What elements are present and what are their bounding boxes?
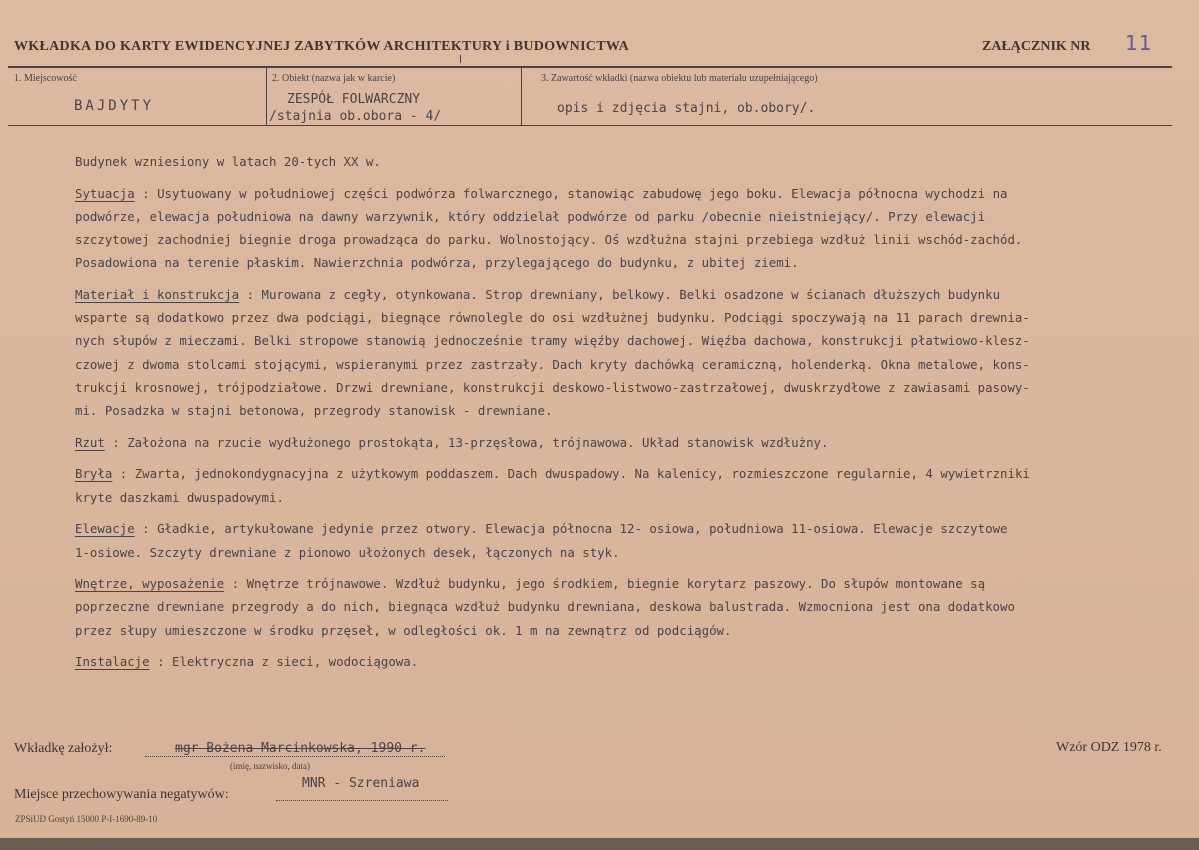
form-model-label: Wzór ODZ 1978 r. xyxy=(1056,740,1162,755)
annex-label: ZAŁĄCZNIK NR xyxy=(982,39,1091,54)
section-text: : Gładkie, artykułowane jedynie przez otwory. Elewacja północna 12- osiowa, południowa 11-osiowa. Elewacje szczytowe 1-osiowe. Szczyty drewniane z pionowo ułożonych desek, łączonych na styk. xyxy=(75,521,1008,560)
fields-rule xyxy=(8,125,1172,126)
scan-bottom-edge xyxy=(0,838,1199,850)
storage-value: MNR - Szreniawa xyxy=(302,776,420,791)
section-text: : Wnętrze trójnawowe. Wzdłuż budynku, jego środkiem, biegnie korytarz paszowy. Do słupów montowane są poprzeczne drewniane przegrody a do nich, biegnąca wzdłuż budynku drewniana, deskowa balustrada. Wzmocniona jest ona dodatkowo przez słupy umieszczone w środku przęseł, w odległości ok. 1 m na zewnątrz od podciągów. xyxy=(75,576,1015,638)
section-situation xyxy=(75,182,1175,275)
founder-label: Wkładkę założył: xyxy=(14,741,113,756)
founder-hint: (imię, nazwisko, data) xyxy=(230,761,310,771)
field-divider-1 xyxy=(266,68,267,125)
section-interior xyxy=(75,572,1175,642)
contents-label: 3. Zawartość wkładki (nazwa obiektu lub materiału uzupełniającego) xyxy=(541,73,818,84)
storage-label: Miejsce przechowywania negatywów: xyxy=(14,787,229,802)
section-heading: Materiał i konstrukcja xyxy=(75,287,240,303)
section-material xyxy=(75,283,1175,422)
object-label: 2. Obiekt (nazwa jak w karcie) xyxy=(272,73,396,84)
printer-note: ZPSiUD Gostyń 15000 P-I-1690-89-10 xyxy=(15,814,158,824)
section-elevations xyxy=(75,517,1175,563)
section-heading: Sytuacja xyxy=(75,185,135,201)
section-text: : Założona na rzucie wydłużonego prostokąta, 13-przęsłowa, trójnawowa. Układ stanowisk wzdłużny. xyxy=(104,434,829,450)
founder-value: mgr Bożena Marcinkowska, 1990 r. xyxy=(175,741,426,756)
object-value-line-2: /stajnia ob.obora - 4/ xyxy=(269,109,442,124)
annex-number: 11 xyxy=(1125,31,1153,55)
object-value xyxy=(269,91,442,125)
section-text: : Elektryczna z sieci, wodociągowa. xyxy=(149,654,419,670)
field-divider-2 xyxy=(521,68,522,125)
section-plan xyxy=(75,431,1175,454)
section-heading: Instalacje xyxy=(75,654,150,670)
header-rule xyxy=(8,66,1172,68)
section-heading: Elewacje xyxy=(75,521,135,537)
section-text: : Usytuowany w południowej części podwórza folwarcznego, stanowiąc zabudowę jego boku. Elewacja północna wychodzi na podwórze, elewacja południowa na dawny warzywnik, który oddzielał podwórze od parku /obecnie nieistniejący/. Przy elewacji szczytowej zachodniej biegnie droga prowadząca do parku. Wolnostojący. Oś wzdłużna stajni przebiega wzdłuż linii wschód-zachód. Posadowiona na terenie płaskim. Nawierzchnia podwórza, przylegającego do budynku, z ubitej ziemi. xyxy=(75,185,1023,271)
section-heading: Rzut xyxy=(75,434,105,450)
card-title: WKŁADKA DO KARTY EWIDENCYJNEJ ZABYTKÓW ARCHITEKTURY i BUDOWNICTWA xyxy=(14,39,630,54)
section-heading: Bryła xyxy=(75,466,113,482)
object-value-line-1: ZESPÓŁ FOLWARCZNY xyxy=(287,92,421,107)
locality-value: BAJDYTY xyxy=(74,98,155,114)
header-tick-mark xyxy=(460,55,461,63)
section-text: : Zwarta, jednokondygnacyjna z użytkowym poddaszem. Dach dwuspadowy. Na kalenicy, rozmieszczone regularnie, 4 wywietrzniki kryte daszkami dwuspadowymi. xyxy=(75,466,1030,505)
storage-dotline xyxy=(276,800,448,801)
locality-label: 1. Miejscowość xyxy=(14,73,77,84)
section-massing xyxy=(75,462,1175,508)
description-body xyxy=(75,150,1175,682)
contents-value: opis i zdjęcia stajni, ob.obory/. xyxy=(557,101,816,116)
section-heading: Wnętrze, wyposażenie xyxy=(75,576,225,592)
founder-dotline xyxy=(145,756,445,757)
section-text: : Murowana z cegły, otynkowana. Strop drewniany, belkowy. Belki osadzone w ścianach dłuższych budynku wsparte są dodatkowo przez dwa podciągi, biegnące równolegle do osi wzdłużnej budynku. Podciągi spoczywają na 11 parach drewnia- nych słupów z mieczami. Belki stropowe stanowią jednocześnie tramy więźby dachowej. Więźba dachowa, konstrukcji płatwiowo-klesz- czowej z dwoma stolcami stojącymi, wspieranymi przez zastrzały. Dach kryty dachówką ceramiczną, holenderką. Okna metalowe, kons- trukcji krosnowej, trójpodziałowe. Drzwi drewniane, konstrukcji deskowo-listwowo-zastrzałowej, dwuskrzydłowe z zawiasami pasowy- mi. Posadzka w stajni betonowa, przegrody stanowisk - drewniane. xyxy=(75,287,1030,419)
intro-paragraph: Budynek wzniesiony w latach 20-tych XX w. xyxy=(75,154,381,169)
section-installations xyxy=(75,650,1175,673)
